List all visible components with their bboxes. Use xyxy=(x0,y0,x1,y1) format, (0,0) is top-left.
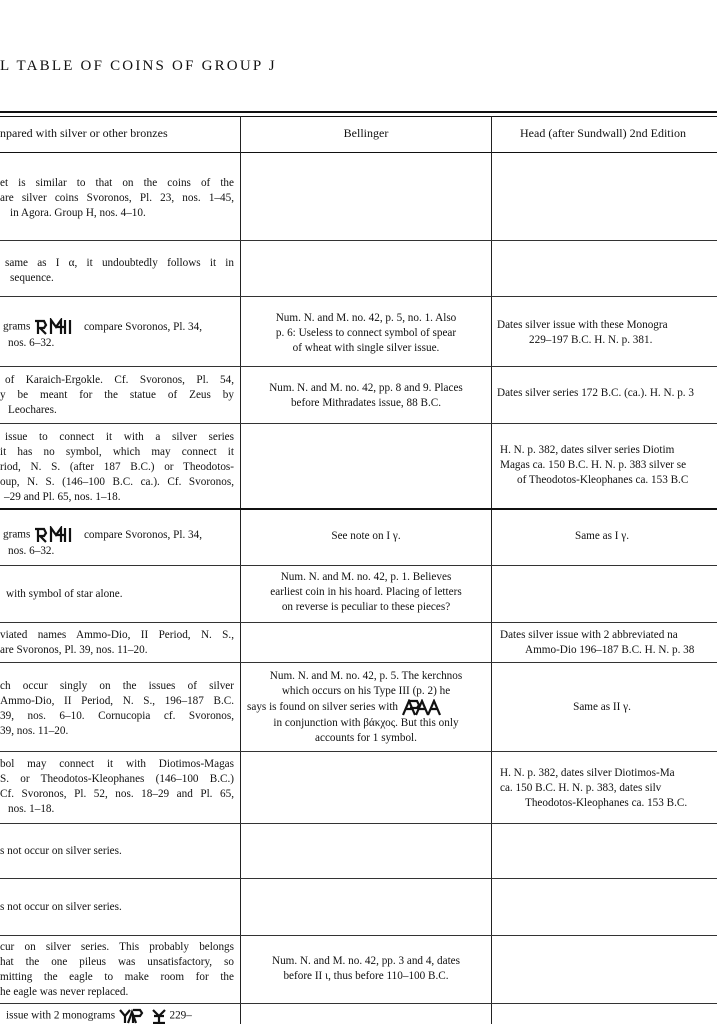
column-header-comparison: npared with silver or other bronzes xyxy=(0,126,168,140)
text-line: See note on I γ. xyxy=(331,530,401,542)
text-line: which occurs on his Type III (p. 2) he xyxy=(281,685,451,697)
row-separator xyxy=(0,751,717,752)
text-line: issue to connect it with a silver series xyxy=(5,431,234,443)
row-separator xyxy=(0,366,717,367)
text-line: Dates silver issue with 2 abbreviated na xyxy=(500,629,678,641)
text-line: H. N. p. 382, dates silver Diotimos-Ma xyxy=(500,767,675,779)
table-row-11-comparison xyxy=(0,900,234,915)
text-line: Cf. Svoronos, Pl. 52, nos. 18–29 and Pl. 65, xyxy=(0,788,234,800)
table-row-9-comparison xyxy=(0,757,234,817)
text-line: 39, nos. 11–20. xyxy=(0,725,69,737)
text-line xyxy=(0,526,234,544)
text-line: Ammo-Dio 196–187 B.C. H. N. p. 38 xyxy=(525,644,695,656)
text-line: et is similar to that on the coins of the xyxy=(0,177,234,189)
row-separator xyxy=(0,296,717,297)
row-separator xyxy=(0,878,717,879)
header-top-rule xyxy=(0,111,717,113)
text-line: Magas ca. 150 B.C. H. N. p. 383 silver se xyxy=(500,459,687,471)
text-line: Num. N. and M. no. 42, pp. 8 and 9. Places xyxy=(269,382,463,394)
monogram-icon xyxy=(118,1008,148,1024)
row-separator xyxy=(0,622,717,623)
table-row-8-comparison xyxy=(0,679,234,739)
text-fragment: compare Svoronos, Pl. 34, xyxy=(83,528,203,541)
table-row-3-bellinger xyxy=(245,381,487,411)
table-row-2-head xyxy=(497,318,717,348)
column-divider-1 xyxy=(240,116,241,1024)
row-separator xyxy=(0,935,717,936)
text-line: in Agora. Group H, nos. 4–10. xyxy=(10,207,146,219)
text-line: oup, N. S. (146–100 B.C. ca.). Cf. Svoronos, xyxy=(0,476,234,488)
text-line: with symbol of star alone. xyxy=(6,588,123,600)
table-row-6-comparison xyxy=(0,587,234,602)
text-line: of Theodotos-Kleophanes ca. 153 B.C xyxy=(517,474,689,486)
table-row-12-comparison xyxy=(0,940,234,1000)
table-row-8-bellinger xyxy=(245,669,487,746)
text-fragment: compare Svoronos, Pl. 34, xyxy=(83,320,203,333)
table-row-12-bellinger xyxy=(245,954,487,984)
text-line: Dates silver series 172 B.C. (ca.). H. N. p. 3 xyxy=(497,387,694,399)
table-row-3-comparison xyxy=(0,373,234,418)
page-title: L TABLE OF COINS OF GROUP J xyxy=(0,58,277,74)
text-line: p. 6: Useless to connect symbol of spear xyxy=(275,327,457,339)
monogram-icon xyxy=(33,526,75,544)
text-line: are Svoronos, Pl. 39, nos. 11–20. xyxy=(0,644,148,656)
text-line: S. or Theodotos-Kleophanes (146–100 B.C.) xyxy=(0,773,234,785)
text-line: are silver coins Svoronos, Pl. 23, nos. 1–45, xyxy=(0,192,234,204)
row-separator xyxy=(0,662,717,663)
table-row-6-bellinger xyxy=(245,570,487,615)
table-row-7-comparison xyxy=(0,628,234,658)
table-row-2-comparison xyxy=(0,318,234,351)
text-line: on reverse is peculiar to these pieces? xyxy=(281,601,451,613)
group-separator-rule xyxy=(0,508,717,510)
text-line: ch occur singly on the issues of silver xyxy=(0,680,234,692)
text-line: y be meant for the statue of Zeus by xyxy=(0,389,234,401)
table-row-9-head xyxy=(497,766,717,811)
table-row-5-comparison xyxy=(0,526,234,559)
column-header-head: Head (after Sundwall) 2nd Edition xyxy=(520,126,686,140)
text-line: before II ι, thus before 110–100 B.C. xyxy=(283,970,449,982)
text-line: Theodotos-Kleophanes ca. 153 B.C. xyxy=(525,797,688,809)
text-fragment: 229– xyxy=(169,1009,192,1022)
text-line: Num. N. and M. no. 42, p. 5. The kerchnos xyxy=(269,670,463,682)
header-bottom-rule xyxy=(0,152,717,153)
table-row-8-head xyxy=(497,700,717,715)
monogram-icon xyxy=(33,318,75,336)
text-line: of wheat with single silver issue. xyxy=(292,342,440,354)
text-line: Ammo-Dio, II Period, N. S., 196–187 B.C. xyxy=(0,695,234,707)
text-line xyxy=(0,1008,234,1024)
text-line: 229–197 B.C. H. N. p. 381. xyxy=(529,334,653,346)
text-line: ca. 150 B.C. H. N. p. 383, dates silv xyxy=(500,782,662,794)
text-line: Same as I γ. xyxy=(574,530,630,542)
text-line: hat the one pileus was unsatisfactory, so xyxy=(0,956,234,968)
row-separator xyxy=(0,565,717,566)
table-row-3-head xyxy=(497,386,717,401)
text-fragment: grams xyxy=(3,320,31,333)
row-separator xyxy=(0,423,717,424)
text-line: mitting the eagle to make room for the xyxy=(0,971,234,983)
text-line: in conjunction with βάκχος. But this only xyxy=(273,717,459,729)
text-line: nos. 6–32. xyxy=(8,337,55,349)
table-row-5-bellinger xyxy=(245,529,487,544)
text-line: of Karaich-Ergokle. Cf. Svoronos, Pl. 54, xyxy=(5,374,234,386)
table-row-10-comparison xyxy=(0,844,234,859)
text-line: same as I α, it undoubtedly follows it in xyxy=(5,257,234,269)
text-line: Num. N. and M. no. 42, p. 5, no. 1. Also xyxy=(275,312,457,324)
row-separator xyxy=(0,1003,717,1004)
row-separator xyxy=(0,823,717,824)
table-row-13-comparison xyxy=(0,1008,234,1024)
text-line: –29 and Pl. 65, nos. 1–18. xyxy=(4,491,121,503)
text-line: sequence. xyxy=(10,272,54,284)
table-row-2-bellinger xyxy=(245,311,487,356)
text-line xyxy=(0,318,234,336)
table-row-4-head xyxy=(497,443,717,488)
text-line: viated names Ammo-Dio, II Period, N. S., xyxy=(0,629,234,641)
table-row-7-head xyxy=(497,628,717,658)
text-line: s not occur on silver series. xyxy=(0,901,122,913)
column-header-bellinger: Bellinger xyxy=(343,126,389,140)
text-line: Num. N. and M. no. 42, p. 1. Believes xyxy=(280,571,452,583)
text-line: he eagle was never replaced. xyxy=(0,986,129,998)
text-line: nos. 6–32. xyxy=(8,545,55,557)
text-line: Dates silver issue with these Monogra xyxy=(497,319,668,331)
row-separator xyxy=(0,240,717,241)
text-line: earliest coin in his hoard. Placing of letters xyxy=(270,586,462,598)
text-line: Same as II γ. xyxy=(573,701,631,713)
text-line: 39, nos. 6–10. Cornucopia cf. Svoronos, xyxy=(0,710,234,722)
text-line: Num. N. and M. no. 42, pp. 3 and 4, dates xyxy=(272,955,460,967)
text-line: it has no symbol, which may connect it xyxy=(0,446,234,458)
monogram-icon xyxy=(401,699,443,716)
text-line: bol may connect it with Diotimos-Magas xyxy=(0,758,234,770)
text-line: accounts for 1 symbol. xyxy=(315,732,417,744)
table-row-5-head xyxy=(497,529,717,544)
text-line: cur on silver series. This probably belongs xyxy=(0,941,234,953)
header-top-rule-thin xyxy=(0,116,717,117)
text-fragment: grams xyxy=(3,528,31,541)
text-line xyxy=(245,699,487,716)
table-row-0-comparison xyxy=(0,176,234,221)
column-divider-2 xyxy=(491,116,492,1024)
text-fragment: says is found on silver series with xyxy=(247,701,399,714)
text-fragment: issue with 2 monograms xyxy=(6,1009,116,1022)
text-line: H. N. p. 382, dates silver series Diotim xyxy=(500,444,675,456)
table-row-4-comparison xyxy=(0,430,234,505)
text-line: nos. 1–18. xyxy=(8,803,55,815)
text-line: Leochares. xyxy=(8,404,57,416)
table-row-1-comparison xyxy=(0,256,234,286)
text-line: riod, N. S. (after 187 B.C.) or Theodotos- xyxy=(0,461,234,473)
text-line: s not occur on silver series. xyxy=(0,845,122,857)
monogram-icon xyxy=(151,1008,167,1024)
text-line: before Mithradates issue, 88 B.C. xyxy=(290,397,442,409)
